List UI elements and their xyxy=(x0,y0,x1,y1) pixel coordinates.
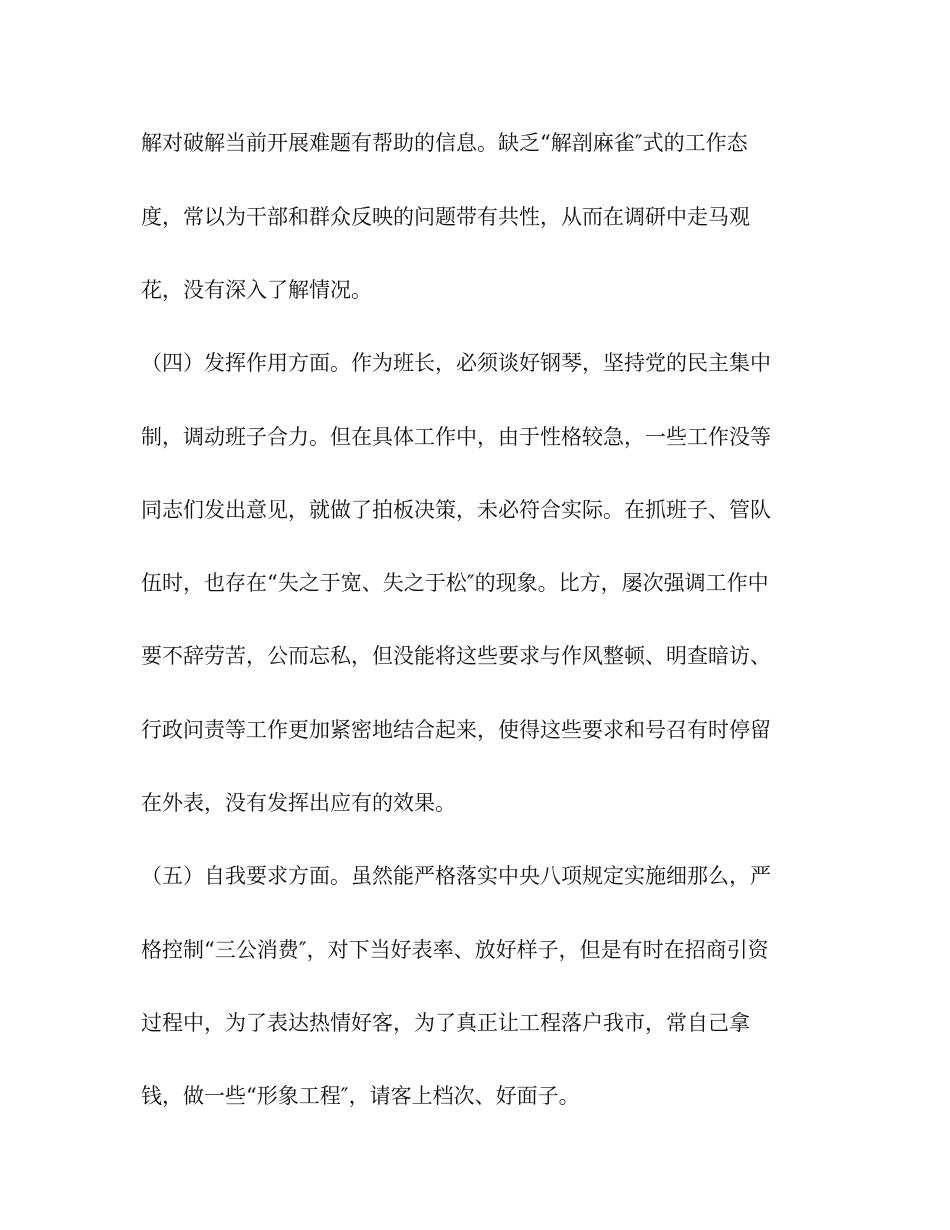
text-line: 在外表，没有发挥出应有的效果。 xyxy=(141,791,456,815)
text-line: 要不辞劳苦，公而忘私，但没能将这些要求与作风整顿、明查暗访、 xyxy=(141,644,771,668)
text-line: 度，常以为干部和群众反映的问题带有共性，从而在调研中走马观 xyxy=(141,205,750,229)
text-line: 过程中，为了表达热情好客，为了真正让工程落户我市，常自己拿 xyxy=(141,1011,750,1035)
section-heading-four: （四）发挥作用方面。作为班长，必须谈好钢琴，坚持党的民主集中 xyxy=(141,351,771,375)
section-heading-five: （五）自我要求方面。虽然能严格落实中央八项规定实施细那么，严 xyxy=(141,864,771,888)
text-line: 花，没有深入了解情况。 xyxy=(141,278,372,302)
text-line: 伍时，也存在“失之于宽、失之于松″的现象。比方，屡次强调工作中 xyxy=(141,571,769,595)
text-line: 同志们发出意见，就做了拍板决策，未必符合实际。在抓班子、管队 xyxy=(141,498,771,522)
text-line: 格控制“三公消费″，对下当好表率、放好样子，但是有时在招商引资 xyxy=(141,938,769,962)
text-line: 制，调动班子合力。但在具体工作中，由于性格较急，一些工作没等 xyxy=(141,425,771,449)
text-line: 钱，做一些“形象工程″，请客上档次、好面子。 xyxy=(141,1084,580,1108)
text-line: 解对破解当前开展难题有帮助的信息。缺乏“解剖麻雀″式的工作态 xyxy=(141,131,748,155)
text-line: 行政问责等工作更加紧密地结合起来，使得这些要求和号召有时停留 xyxy=(141,718,771,742)
